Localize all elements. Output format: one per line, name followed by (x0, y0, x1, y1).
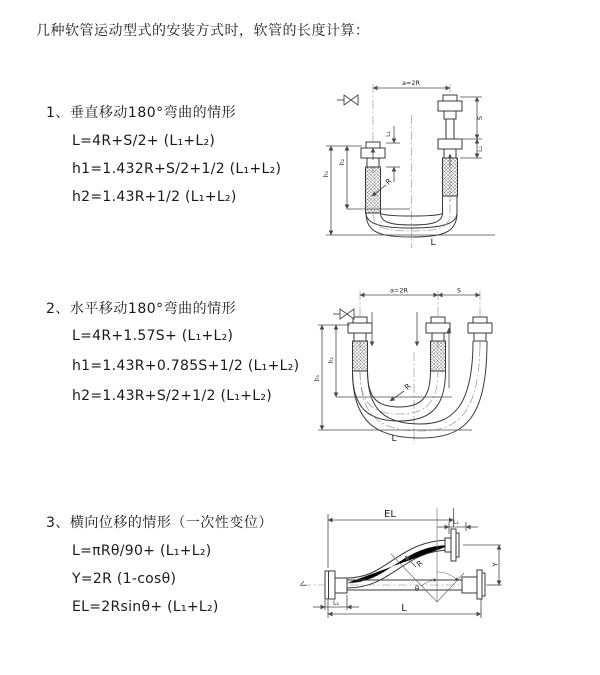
section-2-formula-L: L=4R+1.57S+ (L₁+L₂) (72, 328, 234, 344)
dim-label-l: L (401, 603, 407, 614)
dim-label-l: L (430, 238, 436, 248)
dim-label-h1: h₁ (323, 170, 330, 178)
valve-icon (337, 95, 358, 105)
dim-label-l: L (391, 434, 397, 444)
section-2-heading: 2、水平移动180°弯曲的情形 (46, 301, 237, 317)
dim-label-y: Y (491, 562, 500, 567)
dim-label-el: EL (384, 509, 396, 520)
section-1-formula-L: L=4R+S/2+ (L₁+L₂) (72, 133, 216, 149)
left-flange-fitting (325, 571, 347, 599)
angle-label-theta: θ (414, 585, 420, 593)
braided-hose-section (366, 167, 381, 213)
dim-label-h2: h₂ (328, 356, 335, 364)
hose-wall (353, 371, 446, 421)
left-pipe-fitting (348, 317, 372, 341)
dim-label-a2r: a=2R (401, 79, 421, 87)
right-pipe-fitting (438, 95, 462, 158)
radius-line (391, 554, 437, 602)
hose-centerline (360, 341, 480, 431)
dim-label-r: R (402, 381, 413, 392)
hose-centerline (360, 371, 438, 414)
dim-label-r: R (414, 558, 425, 569)
section-1-formula-h2: h2=1.43R+1/2 (L₁+L₂) (72, 189, 237, 205)
dim-label-l2: L₂ (333, 600, 339, 607)
right-flange-fitting (462, 570, 485, 599)
section-3-formula-L: L=πRθ/90+ (L₁+L₂) (72, 543, 212, 559)
displaced-flange-fitting (445, 529, 459, 561)
section-1-formula-h1: h1=1.432R+S/2+1/2 (L₁+L₂) (72, 161, 282, 177)
diagram-vertical-180-bend (310, 70, 590, 260)
dimension-lines (326, 88, 495, 235)
moved-pipe-fitting (468, 317, 492, 341)
section-2-formula-h2: h2=1.43R+S/2+1/2 (L₁+L₂) (72, 388, 273, 404)
dim-label-r: R (383, 176, 394, 187)
middle-pipe-fitting (426, 317, 450, 341)
dim-label-h1: h₁ (314, 374, 321, 382)
section-3-heading: 3、横向位移的情形（一次性变位） (46, 515, 273, 531)
braided-hose-section (353, 341, 368, 371)
section-2-formula-h1: h1=1.43R+0.785S+1/2 (L₁+L₂) (72, 358, 300, 374)
hose-wall (368, 371, 431, 407)
hose-assembly (348, 317, 492, 438)
diagram-lateral-displacement (300, 500, 600, 660)
dim-label-l1: L₁ (385, 131, 392, 137)
dim-label-s: S (476, 115, 484, 121)
hose-wall (368, 341, 474, 424)
dim-label-s: S (456, 286, 462, 295)
section-3-formula-EL: EL=2Rsinθ+ (L₁+L₂) (72, 599, 219, 615)
dim-label-h2: h₂ (339, 158, 346, 166)
dim-label-l2: L₂ (477, 146, 484, 152)
hose-assembly (325, 529, 485, 599)
centerlines (360, 291, 480, 444)
page-title: 几种软管运动型式的安装方式时，软管的长度计算： (36, 23, 370, 39)
dim-label-l1: L₁ (453, 519, 459, 526)
angle-arc (421, 580, 437, 586)
section-3-formula-Y: Y=2R (1-cosθ) (72, 571, 177, 587)
valve-icon (333, 309, 354, 319)
braided-hose-section (431, 341, 446, 371)
diagram-horizontal-180-bend (310, 280, 590, 450)
hose-wall (347, 540, 451, 578)
angle-arc (437, 572, 458, 581)
dim-label-a2r: a=2R (389, 286, 409, 295)
hose-centerline (347, 545, 451, 583)
section-1-heading: 1、垂直移动180°弯曲的情形 (46, 105, 237, 121)
